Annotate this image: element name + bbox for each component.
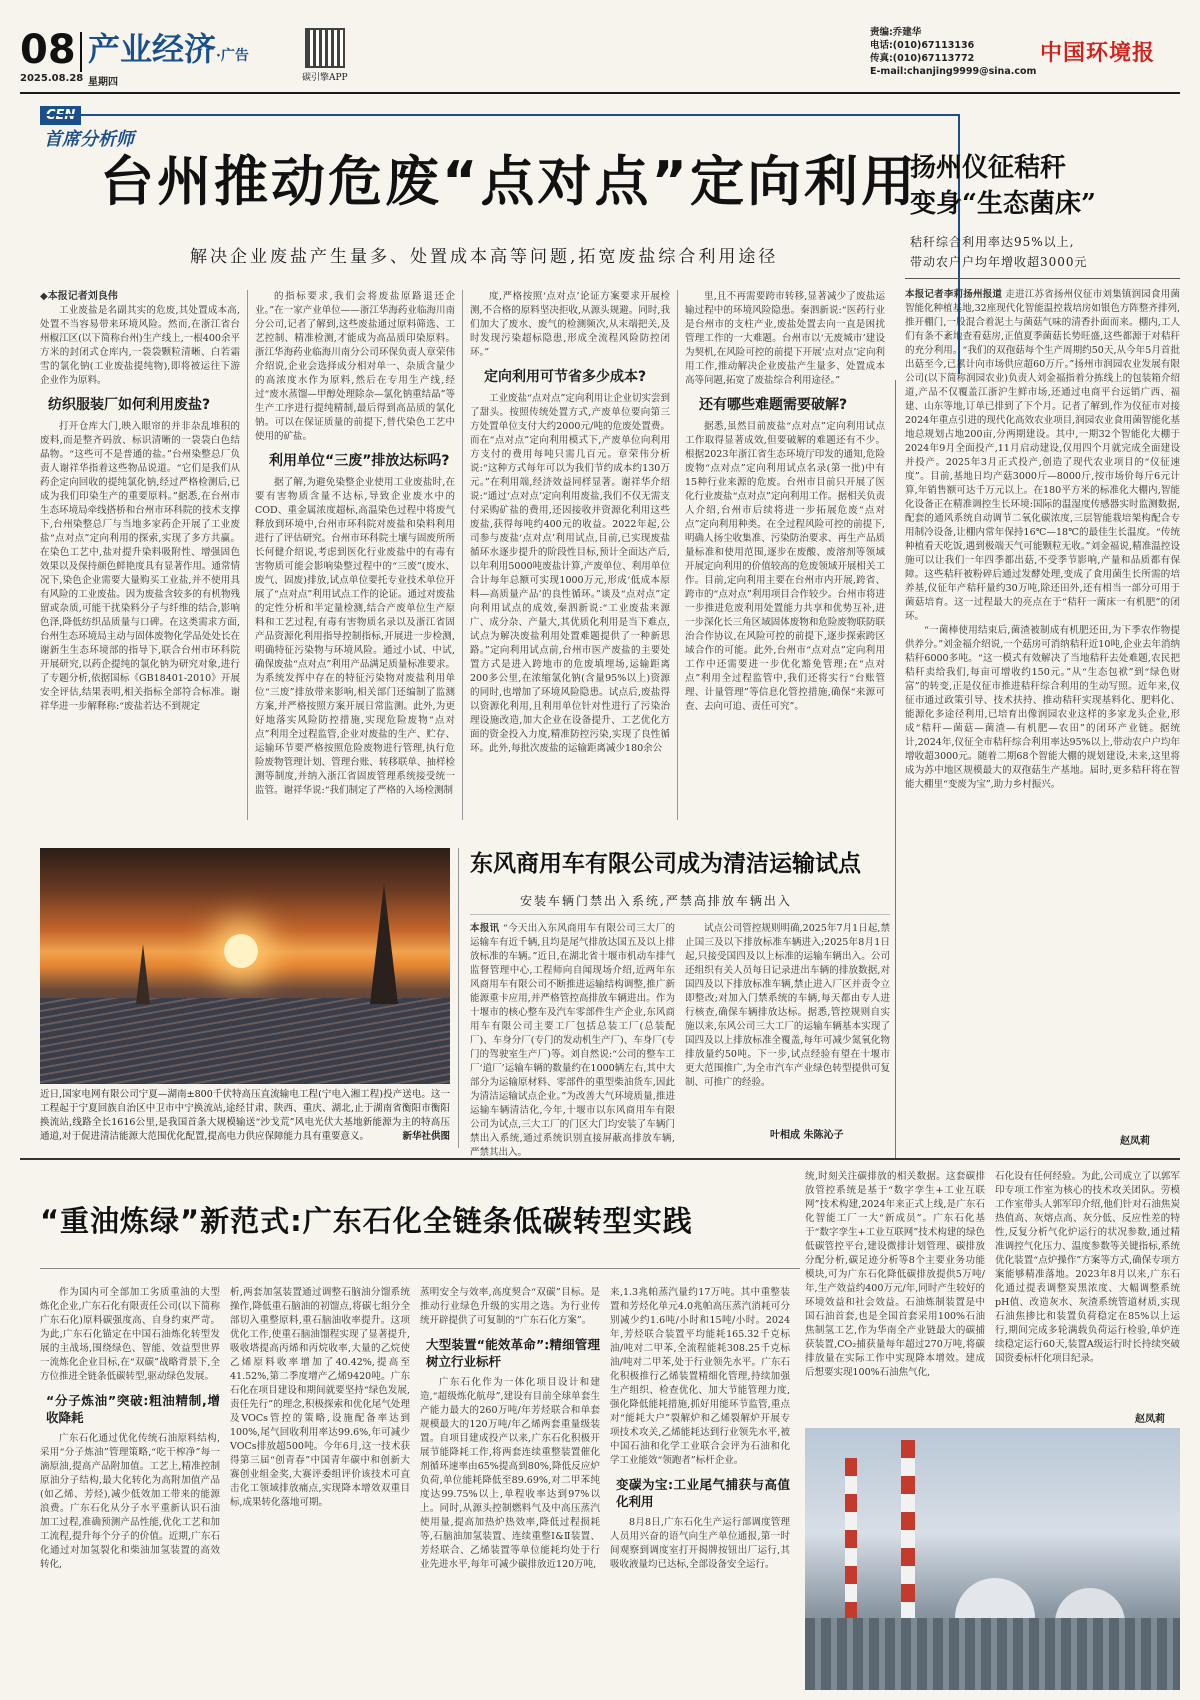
- side-article-byline: 本报记者李莉扬州报道: [905, 289, 1003, 300]
- sinopec-paragraph: 8月8日,广东石化生产运行部调度管理人员用兴奋的语气向生产单位通报,第一时间观察到调度室打开揭牌按钮出厂运行,其吸收液量均已达标,全部设备安全运行。: [610, 1517, 790, 1570]
- dongfeng-subtitle: 安装车辆门禁出入系统,严禁高排放车辆出入: [520, 894, 792, 908]
- section-heading: “分子炼油”突破:粗油精制,增收降耗: [46, 1393, 220, 1425]
- section-name: 产业经济: [88, 30, 217, 68]
- solar-field: [40, 998, 450, 1084]
- sinopec-paragraph: 广东石化作为一体化项目设计和建造,“超级炼化航母”,建设有目前全球单套生产能力最大的260万吨/年芳烃联合和单套规模最大的120万吨/年乙烯两套重量级装置。自项目建成投产以来,广东石化积极开展节能降耗工作,将两套连续重整装置催化剂循环速率由65%提高到80%,降低反应炉负荷,单位能耗降低至89.69%,对二甲苯纯度达99.75%以上,单程收率达到97%以上。同时,从源头控制燃料气及中高压蒸汽使用量,提高加热炉热效率,降低过程损耗等,石脑油加氢装置、连续重整Ⅰ&Ⅱ装置、芳烃联合、乙烯装置等单位能耗均处于行业先进水平,每年可减少碳排放近120万吨,: [420, 1377, 600, 1570]
- column-divider: [462, 290, 463, 820]
- sinopec-paragraph: 广东石化通过优化传统石油原料结构,采用“分子炼油”管理策略,“吃干榨净”每一滴原油,提高产品附加值。工艺上,精准控制原油分子结构,最大化转化为高附加值产品(如乙烯、芳烃),减少低效加工带来的能源浪费。广东石化从分子水平重新认识石油加工过程,准确预测产品性能,优化工艺和加工流程,提升每个分子的价值。近期,广东石化通过对加氢裂化和柴油加氢装置的高效转化,: [40, 1433, 220, 1570]
- sinopec-author: 赵凤莉: [1135, 1414, 1165, 1425]
- photo-credit: 新华社供图: [402, 1131, 450, 1142]
- editor-phone: 电话:(010)67113136: [870, 40, 975, 51]
- contact-block: [870, 26, 1036, 78]
- section-tag: ·广告: [216, 48, 249, 64]
- newspaper-logo: 中国环境报: [1040, 40, 1156, 66]
- sinopec-paragraph: 统,时刻关注碳排放的相关数据。这套碳排放管控系统是基于“数字孪生+工业互联网”技术构建,2024年来正式上线,是广东石化智能工厂一大“新成员”。广东石化基于“数字孪生+工业互联网”技术构建的绿色低碳管控平台,建设微排计划管理、碳排放分配分析,碳足迹分析等8个主要业务功能模块,可为广东石化降低碳排放提供5万吨/年,生产效益约400万元/年,同时产生较好的环境效益和社会效益。石油炼制装置是中国石油首套,也是全国首套采用100%石油焦制氢工艺,作为华南全产业链最大的碳捕获装置,CO₂捕获量每年超过270万吨,将碳排放量在实际工作中实现降本增效。建成后想要实现100%石油焦气化,: [805, 1171, 985, 1378]
- column-badge: [40, 104, 170, 150]
- column-divider: [677, 290, 678, 820]
- main-article-paragraph: 据悉,虽然目前废盐“点对点”定向利用试点工作取得显著成效,但要破解的难题还有不少。根据2023年浙江省生态环境厅印发的通知,危险废物“点对点”定向利用试点名录(第一批)中有15种行业来源的危废。台州市目前只开展了医化行业废盐“点对点”定向利用工作。据相关负责人介绍,台州市后续将进一步拓展危废“点对点”定向利用种类。在全过程风险可控的前提下,明确人扬尘收集准、污染防治要求、再生产品质量标准和使用范围,逐步在废酸、废溶剂等领域开展定向利用的价值较高的危废领域开展相关工作。目前,定向利用主要在台州市内开展,跨省、跨市的“点对点”利用项目合作较少。台州市将进一步推进危废利用处置能力共享和优势互补,进一步深化长三角区域固体废物和危险废物联防联治合作协议,在风险可控的前提下,逐步探索跨区域合作的可能。此外,台州市“点对点”定向利用工作中还需要进一步优化豁免管理;在“点对点”利用全过程监管中,我们还将实行“台账管理、计量管理”等信息化管控措施,确保“来源可查、去向可追、责任可究”。: [685, 421, 885, 712]
- side-subtitle-line-1: 秸秆综合利用率达95%以上,: [910, 235, 1075, 249]
- sinopec-col-6: [995, 1170, 1180, 1406]
- editor-fax: 传真:(010)67113772: [870, 53, 975, 64]
- side-article-body: [905, 288, 1180, 1146]
- main-article-col-4: [685, 290, 885, 820]
- sinopec-col-3: [420, 1286, 600, 1691]
- section-heading: 变碳为宝:工业尾气捕获与高值化利用: [616, 1477, 790, 1509]
- dongfeng-col-1: [470, 922, 675, 1158]
- main-article-title: 台州推动危废“点对点”定向利用: [100, 150, 918, 213]
- side-article-paragraph: 走进江苏省扬州仪征市刘集镇润园食用菌智能化种植基地,32座现代化智能温控栽培房如银色方阵整齐排列,推开棚门,一股混合着泥土与菌菇气味的清香扑面而来。棚内,工人们有条不紊地查看菇房,正值夏季菌菇长势旺盛,这些都源于对秸秆的充分利用。“我们的双孢菇每个生产周期约50天,从今年5月首批出菇至今,已累计向市场供应超60万斤。”扬州市润园农业发展有限公司(以下简称润园农业)负责人刘金福指着分拣线上的包装箱介绍道,产品不仅覆盖江浙沪生鲜市场,还通过电商平台远销广西、福建、山东等地,订单已排到了下个月。记者了解到,作为仪征市对接2024年重点引进的现代化高效农业项目,润园农业食用菌智能化基地总规划占地200亩,分两期建设。其中,一期32个智能化大棚于2024年9月全面投产,11月启动建设,仅用四个月就完成全面建设并投产。2025年3月正式投产,创造了现代农业项目的“仪征速度”。目前,基地日均产菇3000斤—8000斤,按市场价每斤6元计算,年销售额可达千万元以上。在180平方米的标准化大棚内,智能化设备正在精准调控生长环境:国际的温湿度传感器实时监测数据,配套的通风系统自动调节二氧化碳浓度,三层智能栽培架构配合专用制冷设备,让棚内常年保持16℃—18℃的最佳生长温度。“传统种植看天吃饭,遇到极端天气可能颗粒无收。”刘金福说,精准温控设施可以让我们一年四季都出菇,不受季节影响,产量和品质都有保障。这些秸秆被粉碎后通过发酵处理,变成了食用菌生长所需的培养基,仪征年产秸秆量约30万吨,除还田外,还有相当一部分可用于菌菇培育。这一过程最大的亮点在于“秸秆一菌床一有机肥”的闭环。: [905, 289, 1180, 622]
- dongfeng-author: 叶相成 朱陈沁子: [770, 1130, 844, 1141]
- pylon-icon: [136, 944, 150, 1004]
- column-label: 首席分析师: [44, 129, 134, 150]
- side-article-author: 赵凤莉: [1120, 1136, 1150, 1147]
- sinopec-paragraph: 作为国内可全部加工劣质重油的大型炼化企业,广东石化有限责任公司(以下简称广东石化)原料碳强度高、自身约束严苛。为此,广东石化锚定在中国石油炼化转型发展的主战场,围绕绿色、智能、效益型世界一流炼化企业目标,在“双碳”战略背景下,全方位推进全链条低碳转型,驱动绿色发展。: [40, 1287, 220, 1382]
- column-divider: [247, 290, 248, 820]
- dongfeng-title: 东风商用车有限公司成为清洁运输试点: [470, 850, 861, 877]
- main-article-col-1: [40, 290, 240, 820]
- main-article-col-2: [255, 290, 455, 820]
- sun-glow: [224, 934, 258, 968]
- column-divider: [458, 848, 459, 1148]
- plant-structures: [805, 1618, 1180, 1690]
- header-divider-vertical: [80, 32, 82, 72]
- main-article-paragraph: 打开仓库大门,映入眼帘的并非杂乱堆积的废料,而是整齐码放、标识清晰的一袋袋白色结晶物。“这些可不是普通的盐。”台州染整总厂负责人谢祥华指着这些物品说道。“它们是我们从药企定向回收的提纯氯化钠,经过严格检测后,已成为我们印染生产的重要原料。”据悉,在台州市生态环境局牵线搭桥和台州市环科院的技术支撑下,台州染整总厂与当地多家药企开展了工业废盐“点对点”定向利用的探索,实现了多方共赢。在染色工艺中,盐对提升染料吸附性、增强固色效果以及保持颜色鲜艳度具有显著作用。通常情况下,染色企业需要大量购买工业盐,并不使用具有风险的工业废盐。因为废盐含较多的有机物残留或杂质,可能干扰染料分子与纤维的结合,影响色泽,降低纺织品质量与口碑。在这类需求方面,台州生态环境局主动与固体废物化学品处处长在谢新生生态环境部的指导下,联合台州市环科院开展研究,以药企提纯的氯化钠为研究对象,进行了专题分析,依据国标《GB18401-2010》开展安全评估,结果表明,相关指标全部符合标准。谢祥华进一步解释称:“废盐若达不到规定: [40, 421, 240, 712]
- pylon-icon: [370, 884, 398, 1004]
- sinopec-title: “重油炼绿”新范式:广东石化全链条低碳转型实践: [40, 1204, 693, 1238]
- refinery-photo: [805, 1428, 1180, 1690]
- side-title-rule: [905, 278, 1180, 279]
- sinopec-paragraph: 来,1.3兆帕蒸汽量约17万吨。其中重整装置和芳烃化单元4.0兆帕高压蒸汽消耗可分别减少约1.6吨/小时和15吨/小时。2024年,芳烃联合装置平均能耗165.32千克标油/吨对二甲苯,全流程能耗308.25千克标油/吨对二甲苯,处于行业领先水平。广东石化积极推行乙烯装置精细化管理,持续加强生产组织、检查优化、加大节能管理力度,强化降低能耗措施,抓好用能环节监管,重点对“能耗大户”裂解炉和乙烯裂解炉开展专项技术攻关,乙烯能耗达到行业领先水平,被中国石油和化学工业联合会评为石油和化学工业能效“领跑者”标杆企业。: [610, 1287, 790, 1466]
- editor-email[interactable]: E-mail:chanjing9999@sina.com: [870, 66, 1037, 77]
- sinopec-title-rule: [40, 1268, 800, 1269]
- sinopec-col-4: [610, 1286, 790, 1691]
- dongfeng-paragraph: “今天出入东风商用车有限公司三大厂的运输车有近千辆,且均是尾气排放达国五及以上排放标准的车辆。”近日,在湖北省十堰市机动车排气监督管理中心,工程师向自闻现场介绍,近两年东风商用车有限公司不断推进运输结构调整,推广新能源重卡应用,并严格管控高排放车辆进出。作为十堰市的核心整车及汽车零部件生产企业,东风商用车有限公司主要工厂包括总装工厂(总装配厂)、车身分厂(专门的发动机生产厂)、车身厂(专门的驾驶室生产厂)等。刘自然说:“公司的整车工厂‘道厂’运输车辆的数量约在1000辆左右,其中大部分为运输原材料、零部件的重型柴油货车,因此为清洁运输试点企业。”为改善大气环境质量,推进运输车辆清洁化,今年,十堰市以东风商用车有限公司为试点,三大工厂的门区大门均安装了车辆门禁出入系统,通过系统识别直接屏蔽高排放车辆,严禁其出入。: [470, 923, 675, 1158]
- qr-code-icon[interactable]: [305, 28, 345, 68]
- section-heading: 纺织服装厂如何利用废盐?: [48, 397, 211, 413]
- sinopec-paragraph: 蒸明安全与效率,高度契合“双碳”目标。是推动行业绿色升级的实用之选。为行业传统开辟提供了可复制的“广东石化方案”。: [420, 1287, 600, 1326]
- main-article-paragraph: 工业废盐是名副其实的危废,其处置成本高,处置不当容易带来环境风险。然而,在浙江省台州椒江区(以下简称台州)生产线上,一根400余平方米的封闭式仓库内,一袋袋颗粒清晰、白若霜雪的氯化钠(工业废盐提纯物),即将被运往下游企业作为原料。: [40, 305, 240, 386]
- page-number: 08: [20, 27, 76, 73]
- sunset-power-line-photo: [40, 848, 450, 1084]
- main-article-paragraph: 工业废盐“点对点”定向利用让企业切实尝到了甜头。按照传统处置方式,产废单位要向第三方处置单位支付大约2000元/吨的危废处置费。而在“点对点”定向利用模式下,产废单位向利用方支付的费用每吨只需几百元。章荣伟分析说:“这种方式每年可以为我们节约成本约130万元。”在利用端,经济效益同样显著。谢祥华介绍说:“通过‘点对点’定向利用废盐,我们不仅无需支付采购矿盐的费用,还因接收并资源化利用这些废盐,获得每吨约400元的收益。2022年起,公司参与废盐‘点对点’利用试点,目前,已实现废盐循环水逐步提升的阶段性目标,预计全面达产后,以年利用5000吨废盐计算,产废单位、利用单位合计每年总额可实现1000万元,形成‘低成本原料—高质量产品’的良性循环。”谈及“点对点”定向利用试点的成效,秦泗新说:“工业废盐来源广、成分杂、产量大,其优质化利用是当下难点,试点为解决废盐利用处置难题提供了一种新思路。”定向利用试点前,台州市医产废盐的主要处置方式是进入跨地市的危废填埋场,运输距离200多公里,在浓缩氯化钠(含量95%以上)资源的同时,也增加了环境风险隐患。试点后,废盐得以资源化利用,且利用单位针对性进行了污染治理设施改造,加大企业在设备提升、工艺优化方面的资金投入力度,精准防控污染,实现了良性循环。此外,每批次废盐的运输距离减少180余公: [470, 393, 670, 754]
- main-article-paragraph: 据了解,为避免染整企业使用工业废盐时,在要有害物质含量不达标,导致企业废水中的COD、重金属浓度超标,高温染色过程中将废气释放到环境中,台州市环科院对废盐和染料利用进行了评估研究。台州市环科院土壤与固废所所长何健介绍说,考虑到医化行业废盐中的有毒有害物质可能会影响染整过程中的“三废”(废水、废气、固废)排放,试点单位要托专业技术单位开展了“点对点”利用试点工作的论证。通过对废盐的定性分析和半定量检测,结合产废单位生产原料和工艺过程,有毒有害物质名录以及浙江省固产品资源化利用指导控制指标,开展进一步检测,明确特征污染物与环境风险。通过小试、中试,确保废盐“点对点”利用产品满足质量标准要求。为系统发挥中存在的特征污染物对废盐利用单位“三废”排放带来影响,相关部门还编制了监测方案,并严格按照方案开展日常监测。此外,为更好地落实风险防控措施,实现危险废物“点对点”利用全过程监管,企业对废盐的生产、贮存、运输环节要严格按照危险废物进行管理,执行危险废物管理计划、管理台账、转移联单、抽样检测等制度,并纳入浙江省固废管理系统接受统一监管。谢祥华说:“我们制定了严格的入场检测制: [255, 477, 455, 796]
- sinopec-paragraph: 石化设有任何经验。为此,公司成立了以郭军印专项工作室为核心的技术攻关团队。劳模工作室带头人郭军印介绍,他们针对石油焦炭热值高、灰熔点高、灰分低、反应性差的特性,反复分析气化炉运行的状况参数,通过精准调控气化压力、温度参数等关键指标,系统优化装置“点炉操作”方案等方式,确保专项方案能够精准落地。2023年8月以来,广东石化通过提表调整炭黑浓度、大幅调整系统pH值、改造灰水、灰渣系统管道材质,实现石油焦掺比和装置负荷稳定在85%以上运行,期间完成多轮满载负荷运行检验,单炉连续稳定运行60天,装置A级运行时长持续突破国资委标杆化项目纪录。: [995, 1171, 1180, 1364]
- issue-date: 2025.08.28: [20, 73, 84, 84]
- main-article-frame: [40, 114, 960, 116]
- dongfeng-paragraph: 试点公司管控规则明确,2025年7月1日起,禁止国三及以下排放标准车辆进入;2025年8月1日起,只接受国四及以上标准的运输车辆出入。公司还组织有关人员每日记录进出车辆的排放数据,对国四及以下排放标准车辆,禁止进入厂区并责令立即整改;对加入门禁系统的车辆,每天都由专人进行核查,确保车辆排放达标。据悉,管控规则自实施以来,东风公司三大工厂的运输车辆基本实现了国四及以上排放标准全覆盖,每年可减少氮氧化物排放量约50吨。下一步,试点经验有望在十堰市更大范围推广,为全市汽车产业绿色转型提供可复制、可推广的经验。: [685, 923, 890, 1088]
- dongfeng-lead: 本报讯: [470, 923, 500, 934]
- editor-name: 责编:乔建华: [870, 27, 922, 38]
- header-rule: [20, 92, 1180, 94]
- section-heading: 大型装置“能效革命”:精细管理树立行业标杆: [426, 1337, 600, 1369]
- issue-weekday: 星期四: [88, 77, 118, 88]
- photo-caption-text: 近日,国家电网有限公司宁夏—湖南±800千伏特高压直流输电工程(宁电入湘工程)投产送电。这一工程起于宁夏回族自治区中卫市中宁换流站,途经甘肃、陕西、重庆、湖北,止于湖南省衡阳市衡阳换流站,线路全长1616公里,是我国首条大规模输送“沙戈荒”风电光伏大基地新能源为主的特高压通道,对于促进清洁能源大范围优化配置,提高电力供应保障能力具有重要意义。: [40, 1089, 450, 1142]
- main-article-byline: ◆本报记者刘良伟: [40, 291, 118, 302]
- main-article-col-3: [470, 290, 670, 820]
- main-article-paragraph: 里,且不再需要跨市转移,显著减少了废盐运输过程中的环境风险隐患。秦泗新说:“医药行业是台州市的支柱产业,废盐处置去向一直是困扰管理工作的一大难题。台州市以‘无废城市’建设为契机,在风险可控的前提下开展‘点对点’定向利用工作,推动解决企业废盐产生量多、处置成本高等问题,拓宽了废盐综合利用途径。”: [685, 291, 885, 386]
- side-title-line-1: 扬州仪征秸秆: [910, 153, 1067, 183]
- section-heading: 利用单位“三废”排放达标吗?: [269, 453, 450, 469]
- dongfeng-title-rule: [470, 914, 890, 915]
- sinopec-paragraph: 析,两套加氢装置通过调整石脑油分馏系统操作,降低重石脑油的初馏点,将碳七组分全部切入重整原料,重石脑油收率提升。这项优化工作,使重石脑油馏程实现了显著提升,吸收塔提高丙烯和丙烷收率,大量的乙烷使乙烯原料收率增加了40.42%,提高至41.52%,第二季度增产乙烯9420吨。广东石化在项目建设和期间就要坚持“绿色发展,责任先行”的理念,积极探索和优化尾气处理及VOCs管控的策略,设施配备率达到100%,尾气回收利用率达99.6%,年可减少VOCs排放超500吨。今年6月,这一技术获得第三届“创青春”中国青年碳中和创新大赛创业组金奖,大赛评委组评价该技术可直击化工领域排放痛点,实现降本增效双重目标,成果转化落地可期。: [230, 1287, 410, 1508]
- photo-caption: [40, 1088, 450, 1144]
- main-article-subtitle: 解决企业废盐产生量多、处置成本高等问题,拓宽废盐综合利用途径: [190, 247, 779, 267]
- main-article-paragraph: 度,严格按照‘点对点’论证方案要求开展检测,不合格的原料坚决拒收,从源头规避。同时,我们加大了废水、废气的检测频次,从末端把关,及时发现污染超标隐患,形成全流程风险防控闭环。”: [470, 291, 670, 358]
- dongfeng-col-2: [685, 922, 890, 1122]
- side-title-line-2: 变身“生态菌床”: [910, 189, 1096, 219]
- side-column-divider: [895, 380, 896, 1160]
- sinopec-col-2: [230, 1286, 410, 1691]
- side-article-title: [910, 150, 1170, 222]
- side-subtitle-line-2: 带动农户户均年增收超3000元: [910, 255, 1088, 269]
- qr-caption: 碳引擎APP: [302, 73, 348, 83]
- side-article-subtitle: [910, 232, 1170, 272]
- lower-section-rule: [20, 1158, 1180, 1160]
- main-article-paragraph: 的指标要求,我们会将废盐原路退还企业。”在一家产业单位——浙江华海药业临海川南分公司,记者了解到,这些废盐通过原料筛选、工艺控制、精准检测,才能成为高品质印染原料。浙江华海药业临海川南分公司环保负责人章荣伟介绍说,企业会选择成分相对单一、杂质含量少的高浓度水作为原料,然后在专用生产线,经过“废水蒸馏—甲醇处理除杂—氯化钠重结晶”等生产工序进行提纯精制,最后得到高品质的氯化钠。可以在保证质量的前提下,替代染色工艺中使用的矿盐。: [255, 291, 455, 442]
- section-heading: 还有哪些难题需要破解?: [699, 397, 848, 413]
- section-heading: 定向利用可节省多少成本?: [484, 369, 647, 385]
- side-article-paragraph: “一菌棒使用结束后,菌渣被制成有机肥还田,为下季农作物提供养分。”刘金福介绍说,一个菇房可消纳秸秆近10吨,企业去年消纳秸秆6000多吨。“这一模式有效解决了当地秸秆去处难题,农民把秸秆卖给我们,每亩可增收约150元。”从“生态包袱”到“绿色财富”的转变,正是仪征市推进秸秆综合利用的生动写照。近年来,仪征市通过政策引导、技术扶持、推动秸秆实现基料化、肥料化、能源化多途径利用,已培育出像润园农业这样的多家龙头企业,形成“秸秆—菌菇—菌渣—有机肥—农田”的闭环产业链。据统计,2024年,仪征全市秸秆综合利用率达95%以上,带动农户户均年增收超3000元。随着二期68个智能大棚的规划建设,未来,这里将成为苏中地区规模最大的双孢菇生产基地。届时,更多秸秆将在智能大棚里“变废为宝”,助力乡村振兴。: [905, 625, 1180, 790]
- section-title: [88, 30, 249, 75]
- sinopec-col-1: [40, 1286, 220, 1691]
